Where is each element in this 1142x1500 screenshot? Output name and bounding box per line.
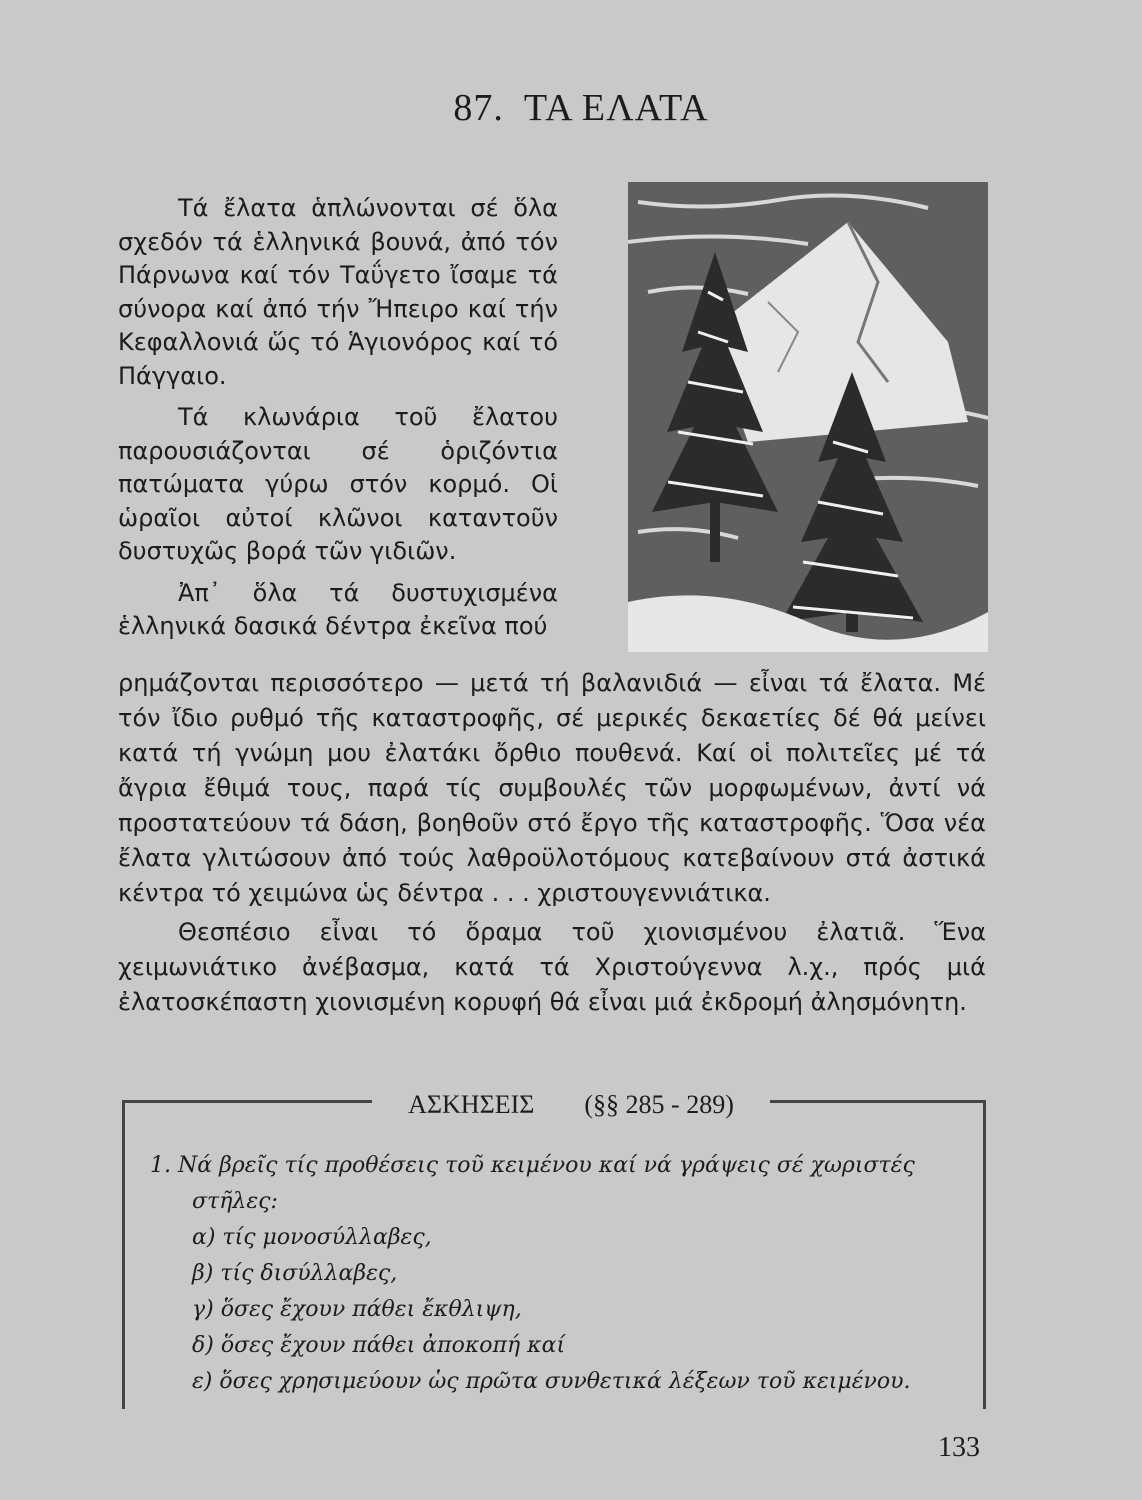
paragraph-1: Τά ἔλατα ἁπλώνονται σέ ὅλα σχεδόν τά ἑλληνικά βουνά, ἀπό τόν Πάρνωνα καί τόν Ταΰγετο ἴσαμε τά σύνορα καί ἀπό τήν Ἤπειρο καί τήν Κεφαλλονιά ὥς τό Ἁγιονόρος καί τό Πάγγαιο. (118, 194, 558, 390)
paragraph-3-start: Ἀπ᾽ ὅλα τά δυστυχισμένα ἑλληνικά δασικά δέντρα ἐκεῖνα πού (118, 578, 558, 640)
paragraph-3-continued: ρημάζονται περισσότερο — μετά τή βαλανιδιά — εἶναι τά ἔλατα. Μέ τόν ἴδιο ρυθμό τῆς καταστροφῆς, σέ μερικές δεκαετίες δέ θά μείνει κατά τή γνώμη μου ἐλατάκι ὄρθιο πουθενά. Καί οἱ πολιτεῖες μέ τά ἄγρια ἔθιμά τους, παρά τίς συμβουλές τῶν μορφωμένων, ἀντί νά προστατεύουν τά δάση, βοηθοῦν στό ἔργο τῆς καταστροφῆς. Ὅσα νέα ἔλατα γλιτώσουν ἀπό τούς λαθροϋλοτόμους κατεβαίνουν στά ἀστικά κέντρα τό χειμώνα ὡς δέντρα . . . χριστουγεννιάτικα. (118, 669, 986, 907)
page-number: 133 (938, 1432, 980, 1463)
section-title: ΤΑ ΕΛΑΤΑ (523, 87, 709, 129)
exercises-title: ΑΣΚΗΣΕΙΣ (390, 1090, 552, 1119)
intro-column (118, 192, 558, 644)
paragraph-4: Θεσπέσιο εἶναι τό ὅραμα τοῦ χιονισμένου ἐλατιᾶ. Ἕνα χειμωνιάτικο ἀνέβασμα, κατά τά Χριστούγεννα λ.χ., πρός μιά ἐλατοσκέπαστη χιονισμένη κορυφή θά εἶναι μιά ἐκδρομή ἀλησμόνητη. (118, 918, 986, 1016)
exercises-heading (0, 1090, 1142, 1120)
page-title (0, 86, 1142, 130)
exercise-option-e: ε) ὅσες χρησιμεύουν ὡς πρῶτα συνθετικά λέξεων τοῦ κειμένου. (192, 1369, 911, 1394)
section-number: 87. (453, 87, 504, 129)
paragraph-2: Τά κλωνάρια τοῦ ἔλατου παρουσιάζονται σέ ὁριζόντια πατώματα γύρω στόν κορμό. Οἱ ὡραῖοι αὐτοί κλῶνοι καταντοῦν δυστυχῶς βορά τῶν γιδιῶν. (118, 403, 558, 565)
exercises-reference: (§§ 285 - 289) (566, 1090, 751, 1119)
exercise-list (150, 1148, 950, 1400)
exercise-option-c: γ) ὅσες ἔχουν πάθει ἔκθλιψη, (192, 1297, 522, 1322)
exercise-question: 1. Νά βρεῖς τίς προθέσεις τοῦ κειμένου καί νά γράψεις σέ χωριστές στῆλες: (150, 1153, 915, 1214)
body-text (118, 666, 986, 1020)
exercise-option-b: β) τίς δισύλλαβες, (192, 1261, 398, 1286)
exercise-option-a: α) τίς μονοσύλλαβες, (192, 1225, 432, 1250)
fir-trees-illustration (628, 182, 988, 652)
exercise-option-d: δ) ὅσες ἔχουν πάθει ἀποκοπή καί (192, 1333, 566, 1358)
